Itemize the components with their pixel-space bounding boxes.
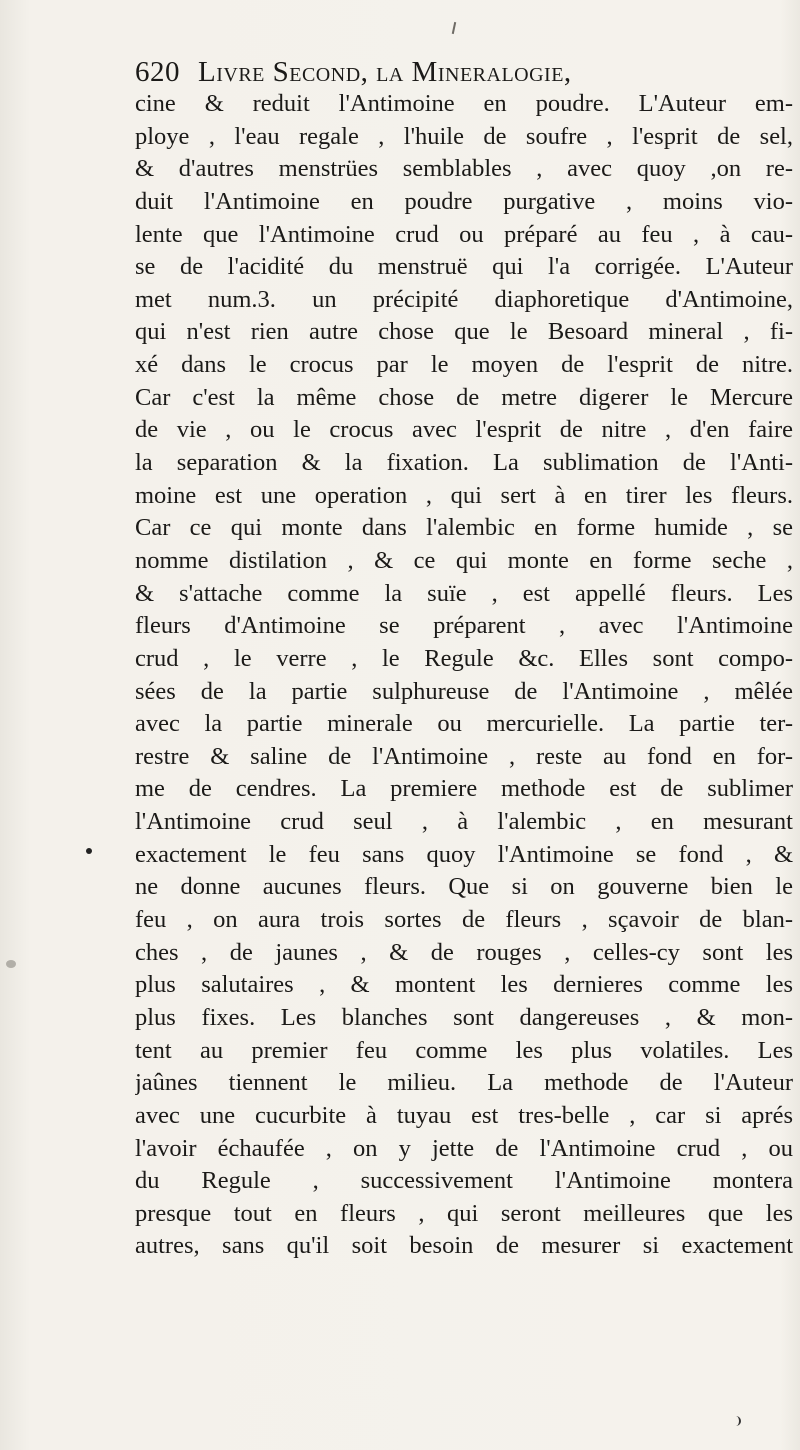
- text-line: plus salutaires , & montent les dernieres comme les: [135, 971, 793, 999]
- text-line: Car ce qui monte dans l'alembic en forme humide , se: [135, 514, 793, 542]
- page-number: 620: [135, 56, 180, 88]
- text-line: lente que l'Antimoine crud ou préparé au feu , à cau-: [135, 220, 793, 248]
- ink-mark-bottom: [733, 1416, 741, 1426]
- text-line: exactement le feu sans quoy l'Antimoine se fond , &: [135, 840, 793, 868]
- text-line: restre & saline de l'Antimoine , reste au fond en for-: [135, 742, 793, 770]
- text-line: l'Antimoine crud seul , à l'alembic , en mesurant: [135, 808, 793, 836]
- text-line: ploye , l'eau regale , l'huile de soufre , l'esprit de sel,: [135, 122, 793, 150]
- text-line: xé dans le crocus par le moyen de l'esprit de nitre.: [135, 351, 793, 379]
- running-head: [135, 52, 785, 92]
- text-line: avec la partie minerale ou mercurielle. La partie ter-: [135, 710, 793, 738]
- text-line: se de l'acidité du menstruë qui l'a corrigée. L'Auteur: [135, 253, 793, 281]
- text-line: tent au premier feu comme les plus volatiles. Les: [135, 1036, 793, 1064]
- text-line: & d'autres menstrües semblables , avec quoy ,on re-: [135, 155, 793, 183]
- text-line: feu , on aura trois sortes de fleurs , sçavoir de blan-: [135, 906, 793, 934]
- margin-smudge: [6, 960, 16, 968]
- text-line: nomme distilation , & ce qui monte en forme seche ,: [135, 546, 793, 574]
- body-text: [135, 88, 793, 1263]
- text-line: moine est une operation , qui sert à en tirer les fleurs.: [135, 481, 793, 509]
- running-title: Livre Second, la Mineralogie,: [198, 56, 572, 88]
- text-line: duit l'Antimoine en poudre purgative , moins vio-: [135, 187, 793, 215]
- text-line: autres, sans qu'il soit besoin de mesurer si exactement: [135, 1232, 793, 1260]
- text-line: sées de la partie sulphureuse de l'Antimoine , mêlée: [135, 677, 793, 705]
- text-line: presque tout en fleurs , qui seront meilleures que les: [135, 1199, 793, 1227]
- text-line: qui n'est rien autre chose que le Besoard mineral , fi-: [135, 318, 793, 346]
- text-line: me de cendres. La premiere methode est de sublimer: [135, 775, 793, 803]
- text-line: de vie , ou le crocus avec l'esprit de nitre , d'en faire: [135, 416, 793, 444]
- ink-mark: [452, 22, 456, 34]
- text-line: la separation & la fixation. La sublimation de l'Anti-: [135, 449, 793, 477]
- text-line: Car c'est la même chose de metre digerer le Mercure: [135, 383, 793, 411]
- text-line: cine & reduit l'Antimoine en poudre. L'Auteur em-: [135, 90, 793, 117]
- text-line: met num.3. un précipité diaphoretique d'Antimoine,: [135, 285, 793, 313]
- text-line: & s'attache comme la suïe , est appellé fleurs. Les: [135, 579, 793, 607]
- text-line: fleurs d'Antimoine se préparent , avec l'Antimoine: [135, 612, 793, 640]
- text-line: jaûnes tiennent le milieu. La methode de l'Auteur: [135, 1069, 793, 1097]
- text-line: avec une cucurbite à tuyau est tres-belle , car si aprés: [135, 1101, 793, 1129]
- margin-dot: [86, 848, 92, 854]
- text-line: crud , le verre , le Regule &c. Elles sont compo-: [135, 644, 793, 672]
- text-line: du Regule , successivement l'Antimoine montera: [135, 1167, 793, 1195]
- text-line: ches , de jaunes , & de rouges , celles-cy sont les: [135, 938, 793, 966]
- text-line: l'avoir échaufée , on y jette de l'Antimoine crud , ou: [135, 1134, 793, 1162]
- text-line: plus fixes. Les blanches sont dangereuses , & mon-: [135, 1003, 793, 1031]
- text-line: ne donne aucunes fleurs. Que si on gouverne bien le: [135, 873, 793, 901]
